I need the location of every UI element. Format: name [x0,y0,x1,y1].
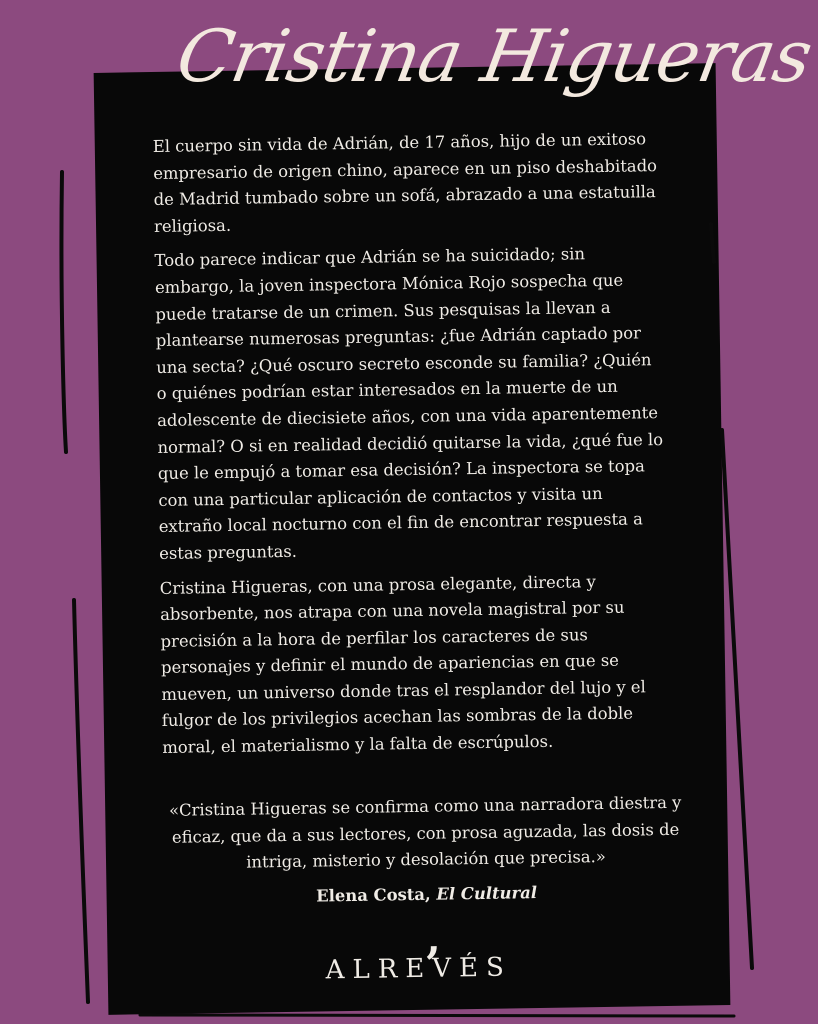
publisher-name: ALREVÉS [325,952,513,986]
press-quote-text: «Cristina Higueras se confirma como una narradora diestra y eficaz, que da a sus lectores, con prosa aguzada, las dosis de intriga, misterio y desolación que precisa.» [168,792,682,872]
decor-stroke-left-2 [74,600,88,1002]
back-cover-card [94,63,731,1015]
synopsis-paragraph-3: Cristina Higueras, con una prosa elegante, directa y absorbente, nos atrapa con una novela magistral por su precisión a la hora de perfilar los caracteres de sus personajes y definir el mundo de apariencias en que se mueven, un universo donde tras el resplandor del lujo y el fulgor de los privilegios acechan las sombras de la doble moral, el materialismo y la falta de escrúpulos. [159,571,646,758]
press-quote-attribution [146,877,706,912]
quote-source: El Cultural [436,882,538,904]
publisher-comma-icon: , [425,913,441,963]
synopsis-paragraph-2: Todo parece indicar que Adrián se ha suicidado; sin embargo, la joven inspectora Mónica Rojo sospecha que puede tratarse de un crimen. Sus pesquisas la llevan a plantearse numerosas preguntas: ¿fue Adrián captado por una secta? ¿Qué oscuro secreto esconde su familia? ¿Quién o quiénes podrían estar interesados en la muerte de un adolescente de diecisiete años, con una vida aparentemente normal? O si en realidad decidió quitarse la vida, ¿qué fue lo que le empujó a tomar esa decisión? La inspectora se topa con una particular aplicación de contactos y visita un extraño local nocturno con el fin de encontrar respuesta a estas preguntas. [154,244,664,563]
press-quote [145,789,707,912]
synopsis-paragraph-1: El cuerpo sin vida de Adrián, de 17 años, hijo de un exitoso empresario de origen chino, aparece en un piso deshabitado de Madrid tumbado sobre un sofá, abrazado a una estatuilla religiosa. [152,129,658,236]
quote-author: Elena Costa, [316,884,431,906]
decor-stroke-left-1 [61,172,66,452]
author-logo-text: Cristina Higueras [171,14,818,98]
publisher-logo [107,913,730,989]
decor-stroke-bottom [140,1015,734,1016]
synopsis [153,126,673,770]
author-logo [169,6,818,111]
